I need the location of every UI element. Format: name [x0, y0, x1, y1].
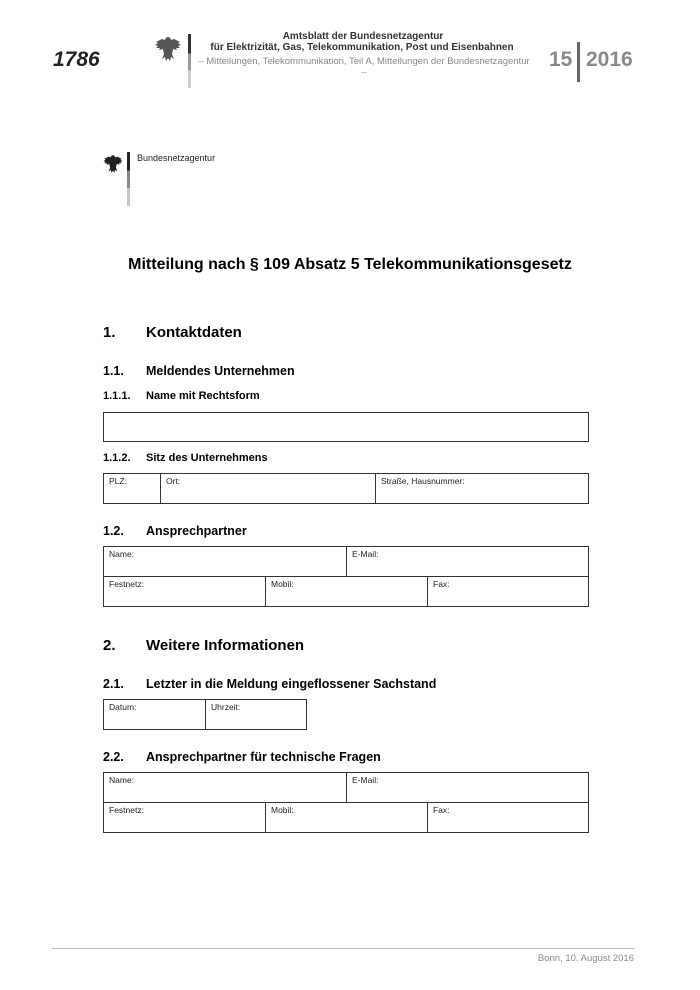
date-label: Datum:: [109, 702, 137, 712]
document-title: Mitteilung nach § 109 Absatz 5 Telekommunikationsgesetz: [128, 256, 572, 273]
street-label: Straße, Hausnummer:: [381, 476, 465, 486]
time-label: Uhrzeit:: [211, 702, 241, 712]
page-number: 1786: [53, 48, 100, 71]
fax-label: Fax:: [433, 579, 450, 589]
section-title: Sitz des Unternehmens: [146, 452, 268, 464]
issue-number: 15: [549, 48, 573, 71]
technical-contact-form: [103, 772, 589, 833]
fax-label: Fax:: [433, 805, 450, 815]
mobile-field[interactable]: [266, 803, 428, 832]
time-field[interactable]: [206, 700, 306, 729]
ort-label: Ort:: [166, 476, 181, 486]
company-address-form: [103, 473, 589, 504]
email-field[interactable]: [347, 547, 588, 577]
section-title: Ansprechpartner für technische Fragen: [146, 750, 381, 764]
email-field[interactable]: [347, 773, 588, 803]
fax-field[interactable]: [428, 803, 588, 832]
company-name-field[interactable]: [103, 412, 589, 442]
section-number: 2.: [103, 637, 116, 654]
name-label: Name:: [109, 775, 135, 785]
footer-date: Bonn, 10. August 2016: [537, 953, 634, 964]
email-label: E-Mail:: [352, 775, 379, 785]
landline-field[interactable]: [104, 803, 266, 832]
section-number: 2.2.: [103, 750, 124, 764]
status-datetime-form: [103, 699, 307, 730]
section-title: Ansprechpartner: [146, 524, 247, 538]
mobile-label: Mobil:: [271, 805, 294, 815]
mobile-field[interactable]: [266, 577, 428, 606]
date-field[interactable]: [104, 700, 206, 729]
landline-label: Festnetz:: [109, 805, 144, 815]
federal-eagle-icon: [153, 34, 183, 64]
plz-label: PLZ:: [109, 476, 127, 486]
section-number: 1.1.2.: [103, 452, 131, 464]
issue-year: 2016: [586, 48, 633, 71]
section-number: 1.1.: [103, 364, 124, 378]
contact-person-form: [103, 546, 589, 607]
name-field[interactable]: [104, 547, 347, 577]
street-field[interactable]: [376, 474, 588, 503]
plz-field[interactable]: [104, 474, 161, 503]
footer-divider: [52, 948, 634, 949]
section-number: 1.2.: [103, 524, 124, 538]
issue-divider: [577, 42, 580, 82]
header-section-line: – Mitteilungen, Telekommunikation, Teil A, Mitteilungen der Bundesnetzagentur –: [198, 56, 530, 78]
header-publication-subtitle: für Elektrizität, Gas, Telekommunikation, Post und Eisenbahnen: [210, 42, 514, 53]
section-title: Weitere Informationen: [146, 637, 305, 654]
section-title: Letzter in die Meldung eingeflossener Sachstand: [146, 677, 437, 691]
email-label: E-Mail:: [352, 549, 379, 559]
logo-divider-bar: [127, 152, 130, 206]
logo-text: Bundesnetzagentur: [137, 153, 216, 163]
section-number: 2.1.: [103, 677, 124, 691]
federal-eagle-icon: [102, 152, 124, 176]
name-field[interactable]: [104, 773, 347, 803]
header-divider-bar: [188, 34, 191, 88]
landline-field[interactable]: [104, 577, 266, 606]
section-title: Name mit Rechtsform: [146, 390, 260, 402]
section-number: 1.1.1.: [103, 390, 131, 402]
section-title: Kontaktdaten: [146, 324, 242, 341]
section-title: Meldendes Unternehmen: [146, 364, 295, 378]
fax-field[interactable]: [428, 577, 588, 606]
mobile-label: Mobil:: [271, 579, 294, 589]
name-label: Name:: [109, 549, 135, 559]
header-publication-title: Amtsblatt der Bundesnetzagentur: [282, 31, 444, 42]
landline-label: Festnetz:: [109, 579, 144, 589]
section-number: 1.: [103, 324, 116, 341]
ort-field[interactable]: [161, 474, 376, 503]
